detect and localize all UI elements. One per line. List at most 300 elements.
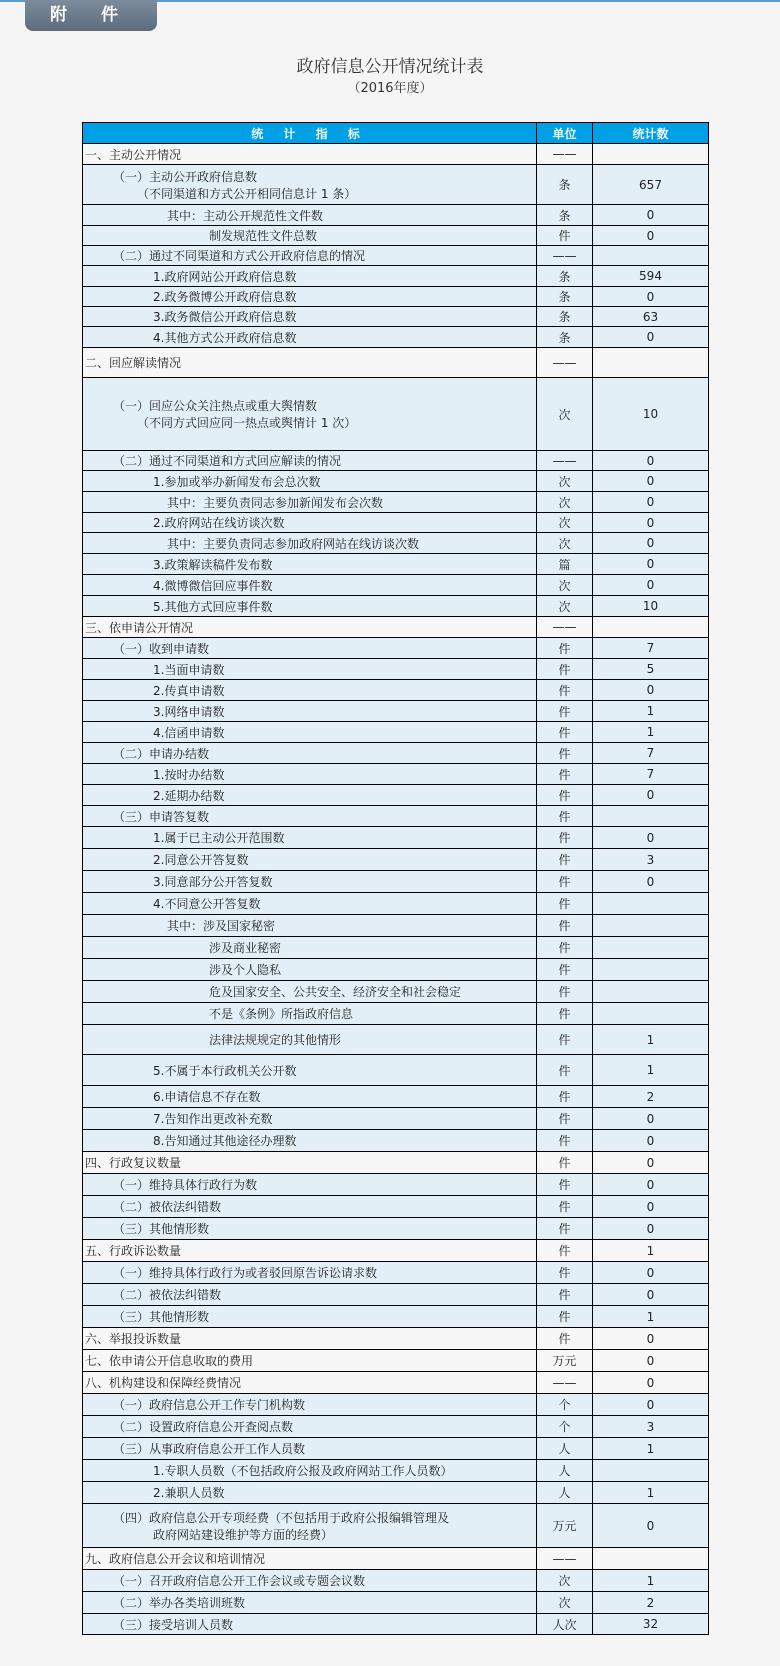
indicator-text: （三）其他情形数 [113,1310,210,1324]
unit-cell: 次 [537,492,593,513]
indicator-text: 4.不同意公开答复数 [153,897,261,911]
indicator-text: 法律法规规定的其他情形 [209,1033,342,1047]
count-cell: 2 [593,1592,709,1614]
indicator-text: 1.按时办结数 [153,767,225,782]
count-cell: 0 [593,785,709,806]
indicator-text: （一）主动公开政府信息数 [113,169,258,184]
count-cell: 0 [593,451,709,471]
table-row [83,492,709,513]
unit-cell: 件 [537,893,593,915]
count-cell: 0 [593,1504,709,1548]
indicator-cell [83,554,537,575]
table-row [83,554,709,575]
indicator-text: （三）其他情形数 [113,1222,210,1236]
unit-cell: —— [537,1548,593,1570]
table-row [83,1108,709,1130]
indicator-text: （一）维持具体行政行为或者驳回原告诉讼请求数 [113,1266,378,1280]
table-row [83,378,709,451]
unit-cell: 件 [537,937,593,959]
indicator-text: 2.兼职人员数 [153,1486,225,1500]
count-cell: 0 [593,1152,709,1174]
indicator-text: 1.专职人员数（不包括政府公报及政府网站工作人员数） [153,1464,453,1478]
indicator-cell [83,1196,537,1218]
indicator-cell [83,492,537,513]
indicator-text: （一）回应公众关注热点或重大舆情数 [113,399,318,413]
indicator-text: 4.微博微信回应事件数 [153,578,273,593]
table-row [83,806,709,827]
indicator-text: 4.信函申请数 [153,725,225,740]
count-cell: 0 [593,492,709,513]
table-row [83,287,709,307]
indicator-text: （二）被依法纠错数 [113,1200,222,1214]
unit-cell: 件 [537,1025,593,1055]
unit-cell: 件 [537,915,593,937]
count-cell: 0 [593,1328,709,1350]
unit-cell: 件 [537,226,593,246]
table-row [83,1152,709,1174]
indicator-text: 3.政务微信公开政府信息数 [153,310,297,324]
unit-cell: 次 [537,596,593,617]
indicator-cell [83,722,537,743]
count-cell: 657 [593,165,709,205]
count-cell: 0 [593,575,709,596]
indicator-cell [83,1504,537,1548]
table-row [83,1218,709,1240]
unit-cell: —— [537,348,593,378]
indicator-text: 四、行政复议数量 [85,1156,182,1170]
count-cell [593,1003,709,1025]
unit-cell: 万元 [537,1504,593,1548]
unit-cell: 件 [537,1240,593,1262]
table-row [83,981,709,1003]
indicator-text: （一）政府信息公开工作专门机构数 [113,1398,306,1412]
table-row [83,937,709,959]
indicator-cell [83,659,537,680]
indicator-cell [83,1570,537,1592]
count-cell [593,959,709,981]
unit-cell: 件 [537,1284,593,1306]
unit-cell: 件 [537,785,593,806]
unit-cell: 件 [537,659,593,680]
indicator-text: 1.当面申请数 [153,662,225,677]
indicator-text: 1.参加或举办新闻发布会总次数 [153,474,321,489]
indicator-cell [83,165,537,205]
table-row [83,575,709,596]
count-cell: 1 [593,722,709,743]
table-row [83,1416,709,1438]
indicator-cell [83,1240,537,1262]
table-row [83,764,709,785]
indicator-cell [83,266,537,287]
count-cell: 0 [593,827,709,849]
indicator-text: 六、举报投诉数量 [85,1332,182,1346]
table-row [83,680,709,701]
count-cell: 3 [593,849,709,871]
count-cell [593,348,709,378]
indicator-text: 其中：主动公开规范性文件数 [167,208,324,223]
unit-cell: 件 [537,1055,593,1086]
count-cell: 0 [593,1262,709,1284]
count-cell: 0 [593,1130,709,1152]
unit-cell: 件 [537,743,593,764]
indicator-text: 其中：涉及国家秘密 [167,919,276,933]
count-cell: 0 [593,471,709,492]
indicator-cell [83,307,537,327]
count-cell [593,1548,709,1570]
table-header-row [83,123,709,144]
unit-cell: 次 [537,1570,593,1592]
count-cell: 0 [593,513,709,533]
indicator-cell [83,575,537,596]
unit-cell: 次 [537,533,593,554]
unit-cell: 篇 [537,554,593,575]
count-cell: 1 [593,1438,709,1460]
table-row [83,266,709,287]
indicator-text: 五、行政诉讼数量 [85,1244,182,1258]
count-cell: 7 [593,743,709,764]
indicator-text: 8.告知通过其他途径办理数 [153,1134,297,1148]
table-row [83,596,709,617]
count-cell: 0 [593,680,709,701]
indicator-text: （三）从事政府信息公开工作人员数 [113,1442,306,1456]
unit-cell: 件 [537,1086,593,1108]
table-row [83,144,709,165]
indicator-cell [83,471,537,492]
indicator-cell [83,1108,537,1130]
table-row [83,1548,709,1570]
indicator-cell [83,1086,537,1108]
indicator-text: （一）召开政府信息公开工作会议或专题会议数 [113,1574,366,1588]
table-row [83,1284,709,1306]
table-row [83,1394,709,1416]
indicator-text: 3.政策解读稿件发布数 [153,557,273,572]
indicator-cell [83,937,537,959]
indicator-cell [83,764,537,785]
indicator-cell [83,806,537,827]
indicator-cell [83,1262,537,1284]
indicator-text: 5.不属于本行政机关公开数 [153,1063,297,1078]
indicator-cell [83,1284,537,1306]
table-row [83,1504,709,1548]
header-unit: 单位 [537,123,593,144]
unit-cell: 次 [537,471,593,492]
unit-cell: 次 [537,1592,593,1614]
unit-cell: 件 [537,827,593,849]
table-row [83,827,709,849]
indicator-text: 涉及商业秘密 [209,941,282,955]
table-row [83,1592,709,1614]
indicator-cell [83,1372,537,1394]
table-row [83,638,709,659]
indicator-cell [83,348,537,378]
table-row [83,165,709,205]
indicator-text: （三）接受培训人员数 [113,1617,234,1632]
indicator-text: 6.申请信息不存在数 [153,1090,261,1104]
count-cell: 0 [593,287,709,307]
indicator-text: （二）被依法纠错数 [113,1288,222,1302]
count-cell: 2 [593,1086,709,1108]
indicator-cell [83,871,537,893]
indicator-cell [83,1055,537,1086]
count-cell [593,806,709,827]
indicator-text: （二）通过不同渠道和方式回应解读的情况 [113,454,342,468]
count-cell: 7 [593,764,709,785]
indicator-text: 制发规范性文件总数 [209,229,318,243]
indicator-cell [83,701,537,722]
unit-cell: 条 [537,266,593,287]
indicator-text: 九、政府信息公开会议和培训情况 [85,1552,266,1566]
count-cell [593,246,709,266]
unit-cell: 件 [537,981,593,1003]
unit-cell: 次 [537,513,593,533]
table-row [83,1130,709,1152]
count-cell: 0 [593,1350,709,1372]
indicator-text: 不是《条例》所指政府信息 [209,1007,354,1021]
table-row [83,226,709,246]
indicator-text: （二）举办各类培训班数 [113,1596,246,1610]
table-row [83,471,709,492]
unit-cell: 件 [537,959,593,981]
indicator-cell [83,1152,537,1174]
unit-cell: 件 [537,1108,593,1130]
unit-cell: 件 [537,849,593,871]
indicator-cell [83,287,537,307]
unit-cell: 条 [537,205,593,226]
count-cell: 0 [593,1394,709,1416]
indicator-text: 一、主动公开情况 [85,147,182,162]
table-row [83,1003,709,1025]
count-cell: 0 [593,533,709,554]
page-subtitle: （2016年度） [347,81,433,96]
indicator-cell [83,1460,537,1482]
unit-cell: 件 [537,1174,593,1196]
indicator-cell [83,1592,537,1614]
count-cell: 1 [593,1482,709,1504]
indicator-text: 2.政务微博公开政府信息数 [153,290,297,304]
table-row [83,659,709,680]
table-row [83,1570,709,1592]
indicator-text: 1.属于已主动公开范围数 [153,831,285,845]
unit-cell: 件 [537,1130,593,1152]
count-cell: 0 [593,327,709,348]
unit-cell: 件 [537,701,593,722]
unit-cell: 件 [537,871,593,893]
indicator-text: 2.政府网站在线访谈次数 [153,516,285,530]
indicator-cell [83,1548,537,1570]
table-row [83,1306,709,1328]
table-row [83,959,709,981]
table-row [83,513,709,533]
count-cell: 1 [593,701,709,722]
count-cell: 3 [593,1416,709,1438]
indicator-cell [83,743,537,764]
unit-cell: —— [537,451,593,471]
indicator-cell [83,378,537,451]
indicator-text: （四）政府信息公开专项经费（不包括用于政府公报编辑管理及 [113,1510,450,1525]
indicator-cell [83,1438,537,1460]
unit-cell: 件 [537,680,593,701]
indicator-text: （二）申请办结数 [113,746,210,761]
table-row [83,722,709,743]
unit-cell: 件 [537,638,593,659]
table-body [83,144,709,1635]
unit-cell: 件 [537,1262,593,1284]
header-indicator: 统 计 指 标 [83,123,537,144]
header-count: 统计数 [593,123,709,144]
count-cell [593,937,709,959]
indicator-cell [83,513,537,533]
table-row [83,849,709,871]
indicator-text: （不同渠道和方式公开相同信息计 1 条） [137,186,357,201]
count-cell [593,617,709,638]
unit-cell: —— [537,246,593,266]
table-row [83,1196,709,1218]
indicator-text: 7.告知作出更改补充数 [153,1112,273,1126]
unit-cell: 人 [537,1438,593,1460]
unit-cell: —— [537,617,593,638]
indicator-text: 涉及个人隐私 [209,963,282,977]
unit-cell: 件 [537,1196,593,1218]
indicator-cell [83,596,537,617]
indicator-cell [83,1328,537,1350]
unit-cell: 件 [537,806,593,827]
indicator-text: （不同方式回应同一热点或舆情计 1 次） [137,416,357,430]
indicator-text: 2.同意公开答复数 [153,853,249,867]
indicator-text: 1.政府网站公开政府信息数 [153,269,297,284]
unit-cell: 条 [537,287,593,307]
table-row [83,246,709,266]
count-cell: 1 [593,1240,709,1262]
table-row [83,205,709,226]
count-cell: 0 [593,1174,709,1196]
indicator-text: 八、机构建设和保障经费情况 [85,1376,242,1390]
indicator-cell [83,144,537,165]
indicator-cell [83,533,537,554]
indicator-text: 七、依申请公开信息收取的费用 [85,1354,254,1368]
unit-cell: 条 [537,327,593,348]
indicator-cell [83,1003,537,1025]
table-row [83,1240,709,1262]
indicator-text: （二）设置政府信息公开查阅点数 [113,1420,294,1434]
unit-cell: 件 [537,1152,593,1174]
count-cell: 10 [593,596,709,617]
table-row [83,1055,709,1086]
indicator-cell [83,959,537,981]
indicator-text: 4.其他方式公开政府信息数 [153,330,297,345]
table-row [83,743,709,764]
unit-cell: 个 [537,1394,593,1416]
indicator-cell [83,893,537,915]
table-row [83,1328,709,1350]
indicator-text: 其中：主要负责同志参加新闻发布会次数 [167,495,384,510]
indicator-cell [83,1130,537,1152]
page-title: 政府信息公开情况统计表 [296,57,484,77]
indicator-text: 3.网络申请数 [153,704,225,719]
indicator-cell [83,1025,537,1055]
count-cell: 0 [593,1284,709,1306]
indicator-cell [83,205,537,226]
indicator-cell [83,1482,537,1504]
indicator-cell [83,1614,537,1635]
unit-cell: 次 [537,575,593,596]
table-row [83,1350,709,1372]
statistics-table [82,122,709,1635]
indicator-cell [83,915,537,937]
indicator-text: 危及国家安全、公共安全、经济安全和社会稳定 [209,985,462,999]
count-cell: 0 [593,1372,709,1394]
count-cell: 5 [593,659,709,680]
indicator-cell [83,327,537,348]
count-cell: 0 [593,554,709,575]
unit-cell: 万元 [537,1350,593,1372]
count-cell: 0 [593,205,709,226]
table-row [83,785,709,806]
unit-cell: 人 [537,1460,593,1482]
table-row [83,1614,709,1635]
indicator-cell [83,1218,537,1240]
count-cell [593,915,709,937]
indicator-cell [83,785,537,806]
count-cell [593,1460,709,1482]
table-row [83,1086,709,1108]
count-cell: 0 [593,871,709,893]
unit-cell: 件 [537,1306,593,1328]
indicator-cell [83,638,537,659]
count-cell: 7 [593,638,709,659]
table-row [83,915,709,937]
count-cell: 63 [593,307,709,327]
count-cell: 10 [593,378,709,451]
table-row [83,451,709,471]
unit-cell: 次 [537,378,593,451]
unit-cell: 人次 [537,1614,593,1635]
unit-cell: 人 [537,1482,593,1504]
table-row [83,1025,709,1055]
count-cell: 0 [593,1108,709,1130]
unit-cell: 件 [537,1328,593,1350]
indicator-cell [83,1174,537,1196]
indicator-cell [83,981,537,1003]
count-cell: 1 [593,1306,709,1328]
indicator-text: 三、依申请公开情况 [85,620,194,635]
table-row [83,1262,709,1284]
table-row [83,307,709,327]
indicator-cell [83,827,537,849]
indicator-text: （三）申请答复数 [113,809,210,824]
unit-cell: 件 [537,722,593,743]
count-cell [593,981,709,1003]
indicator-text: 5.其他方式回应事件数 [153,599,273,614]
unit-cell: 件 [537,1003,593,1025]
table-row [83,1482,709,1504]
count-cell: 1 [593,1055,709,1086]
indicator-text: 政府网站建设维护等方面的经费） [153,1527,334,1542]
indicator-text: （二）通过不同渠道和方式公开政府信息的情况 [113,249,366,263]
indicator-text: 其中：主要负责同志参加政府网站在线访谈次数 [167,536,420,551]
unit-cell: 条 [537,165,593,205]
table-row [83,617,709,638]
indicator-text: 3.同意部分公开答复数 [153,875,273,889]
indicator-cell [83,226,537,246]
unit-cell: 个 [537,1416,593,1438]
count-cell: 1 [593,1570,709,1592]
indicator-cell [83,451,537,471]
count-cell [593,893,709,915]
count-cell [593,144,709,165]
count-cell: 0 [593,1218,709,1240]
indicator-text: （一）维持具体行政行为数 [113,1178,258,1192]
attachment-tab: 附 件 [25,0,157,31]
